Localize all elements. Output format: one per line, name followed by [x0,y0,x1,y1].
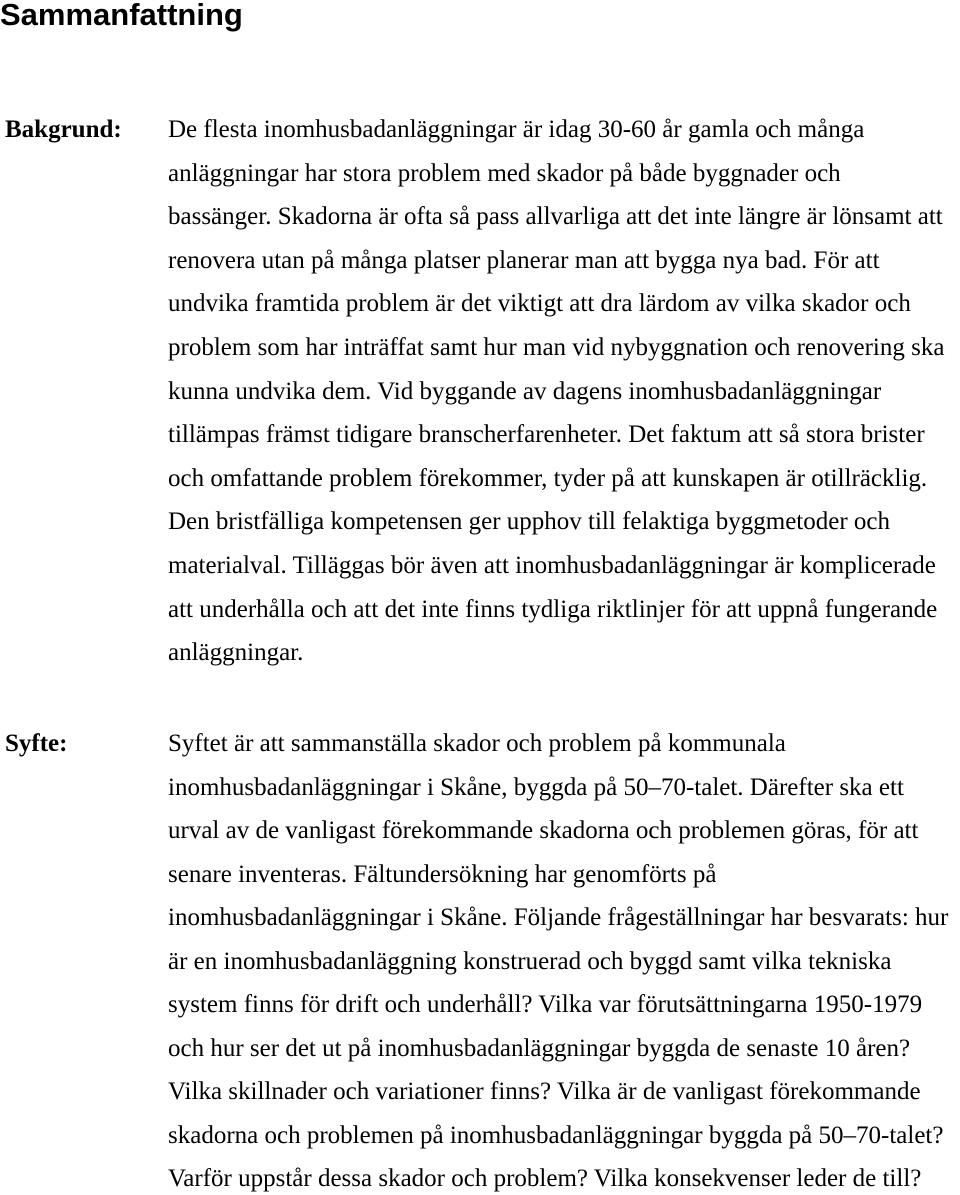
text-line: Varför uppstår dessa skador och problem? Vilka konsekvenser leder de till? [168,1165,922,1192]
text-line: inomhusbadanläggningar i Skåne. Följande frågeställningar har besvarats: hur [168,904,949,931]
text-line: inomhusbadanläggningar i Skåne, byggda på 50–70-talet. Därefter ska ett [168,773,904,801]
text-line: renovera utan på många platser planerar man att bygga nya bad. För att [168,246,880,274]
section-body-syfte [168,729,948,1194]
text-line: Syftet är att sammanställa skador och problem på kommunala [168,730,786,757]
text-line: att underhålla och att det inte finns tydliga riktlinjer för att uppnå fungerande [168,595,938,623]
text-line: är en inomhusbadanläggning konstruerad och byggd samt vilka tekniska [168,947,892,975]
text-line: materialval. Tilläggas bör även att inomhusbadanläggningar är komplicerade [168,551,936,579]
text-line: undvika framtida problem är det viktigt att dra lärdom av vilka skador och [168,290,911,318]
text-line: urval av de vanligast förekommande skadorna och problemen göras, för att [168,817,919,844]
text-line: Vilka skillnader och variationer finns? Vilka är de vanligast förekommande [168,1078,921,1105]
text-line: system finns för drift och underhåll? Vilka var förutsättningarna 1950-1979 [168,991,923,1018]
text-line: bassänger. Skadorna är ofta så pass allvarliga att det inte längre är lönsamt att [168,203,943,231]
text-line: De flesta inomhusbadanläggningar är idag 30-60 år gamla och många [168,116,865,143]
text-line: senare inventeras. Fältundersökning har genomförts på [168,860,717,888]
section-label-syfte: Syfte: [5,730,68,757]
text-line: problem som har inträffat samt hur man vid nybyggnation och renovering ska [168,333,945,361]
text-line: kunna undvika dem. Vid byggande av dagens inomhusbadanläggningar [168,377,882,405]
text-line: anläggningar. [168,639,304,667]
text-line: och omfattande problem förekommer, tyder på att kunskapen är otillräcklig. [168,464,928,492]
section-body-bakgrund [168,115,944,668]
section-label-bakgrund: Bakgrund: [5,116,122,143]
text-line: tillämpas främst tidigare branscherfarenheter. Det faktum att så stora brister [168,421,925,449]
page-title: Sammanfattning [0,0,243,32]
text-line: anläggningar har stora problem med skador på både byggnader och [168,159,841,187]
text-line: Den bristfälliga kompetensen ger upphov till felaktiga byggmetoder och [168,508,891,536]
text-line: skadorna och problemen på inomhusbadanläggningar byggda på 50–70-talet? [168,1121,944,1149]
text-line: och hur ser det ut på inomhusbadanläggningar byggda de senaste 10 åren? [168,1034,911,1062]
